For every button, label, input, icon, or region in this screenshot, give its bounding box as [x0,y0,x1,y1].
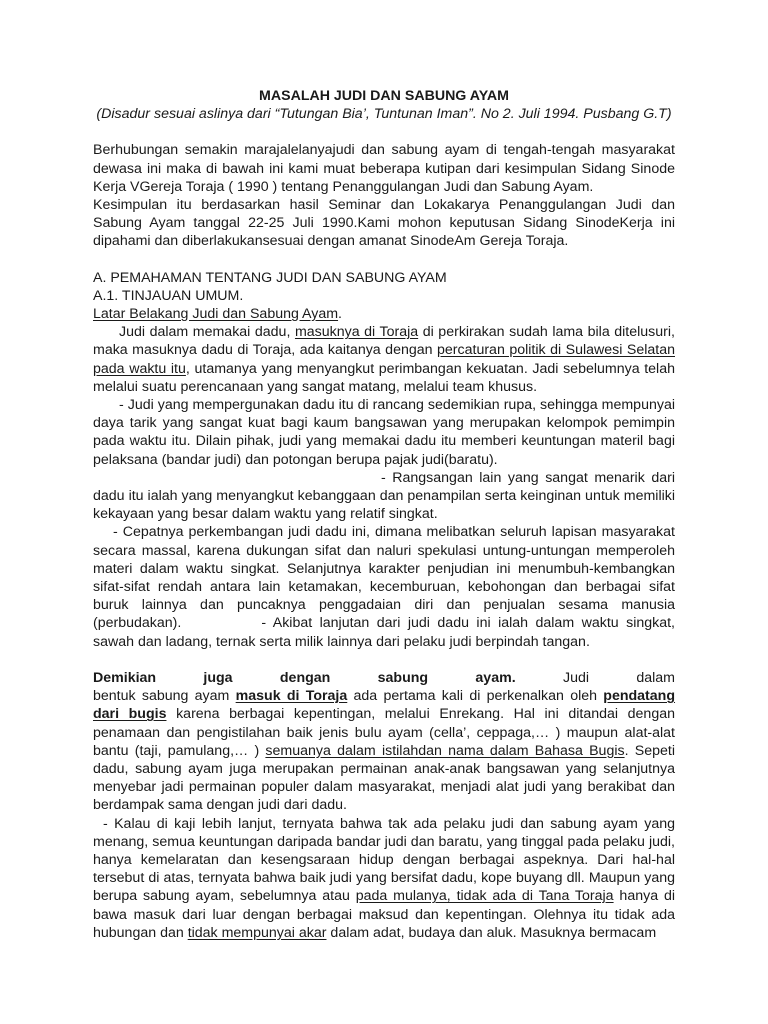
sabung-lead: Demikian juga dengan sabung ayam. [93,669,516,686]
text-run: Judi dalam memakai dadu, [119,324,295,341]
underlined-phrase: masuknya di Toraja [294,324,419,341]
intro-paragraph-1: Berhubungan semakin marajalelanyajudi dan sabung ayam di tengah-tengah masyarakat dewasa ini maka di bawah ini kami muat beberapa kutipan dari kesimpulan Sidang Sinode Kerja VGereja Toraja ( 1990 ) tentang Penanggulangan Judi dan Sabung Ayam. [93,142,675,195]
latar-belakang-period: . [338,306,342,323]
text-run: , utamanya yang menyangkut perimbangan kekuatan. Jadi sebelumnya telah melalui suatu perencanaan yang sangat matang, melalui team khusus. [93,360,675,395]
text-run: hanya di bawa masuk dari luar dengan berbagai maksud dan kepentingan. Olehnya itu tidak ada hubungan dan [93,888,675,941]
text-run: dalam adat, budaya dan aluk. Masuknya bermacam [326,924,657,941]
text-run: dalam [636,669,675,686]
text-run: di perkirakan sudah lama bila ditelusuri, maka masuknya dadu di Toraja, ada kaitanya dengan [93,324,675,359]
judi-paragraph-2: - Judi yang mempergunakan dadu itu di rancang sedemikian rupa, sehingga mempunyai daya tarik yang sangat kuat bagi kaum bangsawan yang merupakan kelompok pemimpin pada waktu itu. Dilain pihak, judi yang memakai dadu itu memberi keuntungan materil bagi pelaksana (bandar judi) dan potongan berupa pajak judi(baratu). [93,397,675,468]
judi-paragraph-1 [93,323,675,396]
judi-paragraph-4 [93,523,675,650]
text-run: - Akibat lanjutan dari judi dadu ini ialah dalam waktu singkat, sawah dan ladang, ternak serta milik lainnya dari pelaku judi berpindah tangan. [93,615,675,650]
sabung-lead-line [93,669,675,687]
sabung-paragraph-2 [93,815,675,942]
document-title: MASALAH JUDI DAN SABUNG AYAM [259,88,509,104]
text-run: - Kalau di kaji lebih lanjut, ternyata bahwa tak ada pelaku judi dan sabung ayam yang menang, semua keuntungan daripada bandar judi dan baratu, yang tinggal pada pelaku judi, hanya kemelaratan dan kesengsaraan hidup dengan berbagai aspeknya. Dari hal-hal tersebut di atas, ternyata bahwa baik judi yang bersifat dadu, kope buyang dll. Maupun yang berupa sabung ayam, sebelumnya atau [93,815,675,905]
intro-paragraph-2: Kesimpulan itu berdasarkan hasil Seminar dan Lokakarya Penanggulangan Judi dan Sabung Ayam tanggal 22-25 Juli 1990.Kami mohon keputusan Sidang SinodeKerja ini dipahami dan diberlakukansesuai dengan amanat SinodeAm Gereja Toraja. [93,197,675,250]
latar-belakang-heading [93,305,675,323]
underlined-phrase: masuk di Toraja [235,688,348,705]
sabung-paragraph-1 [93,687,675,814]
text-run: ada pertama kali di perkenalkan oleh [347,688,604,705]
document-page [93,87,675,942]
latar-belakang-text: Latar Belakang Judi dan Sabung Ayam [93,306,339,323]
judi-paragraph-3: - Rangsangan lain yang sangat menarik dari dadu itu ialah yang menyangkut kebanggaan dan penampilan serta keinginan untuk memiliki kekayaan yang besar dalam waktu yang relatif singkat. [93,469,675,523]
underlined-phrase: tidak mempunyai akar [187,924,327,941]
underlined-phrase: percaturan politik di Sulawesi Selatan pada waktu itu [93,342,675,377]
underlined-phrase: pada mulanya, tidak ada di Tana Toraja [355,888,614,905]
text-run: karena berbagai kepentingan, melalui Enrekang. Hal ini ditandai dengan penamaan dan pengistilahan baik jenis bulu ayam (cella’, ceppaga,… ) maupun alat-alat bantu (taji, pamulang,… ) [93,706,675,759]
text-run: bentuk sabung ayam [93,688,236,705]
text-run: . Sepeti dadu, sabung ayam juga merupakan permainan anak-anak bangsawan yang selanjutnya menyebar jadi permainan populer dalam masyarakat, menjadi alat judi yang berakibat dan berdampak sama dengan judi dari dadu. [93,742,675,814]
subsection-heading: A.1. TINJAUAN UMUM. [93,287,244,304]
text-run: Judi [562,669,590,686]
document-subtitle: (Disadur sesuai aslinya dari “Tutungan Bia’, Tuntunan Iman”. No 2. Juli 1994. Pusbang G.T) [96,106,672,123]
underlined-phrase: semuanya dalam istilahdan nama dalam Bahasa Bugis [265,742,625,759]
underlined-phrase: pendatang dari bugis [93,688,676,723]
section-heading: A. PEMAHAMAN TENTANG JUDI DAN SABUNG AYAM [93,269,447,286]
text-run: - Cepatnya perkembangan judi dadu ini, dimana melibatkan seluruh lapisan masyarakat secara massal, karena dukungan sifat dan naluri spekulasi untung-untungan memperoleh materi dalam waktu singkat. Selanjutnya karakter penjudian ini menumbuh-kembangkan sifat-sifat rendah antara lain ketamakan, kecemburuan, kebohongan dan berbagai sifat buruk lainnya dan puncaknya penggadaian diri dan penjualan sesama manusia (perbudakan). [93,524,675,632]
